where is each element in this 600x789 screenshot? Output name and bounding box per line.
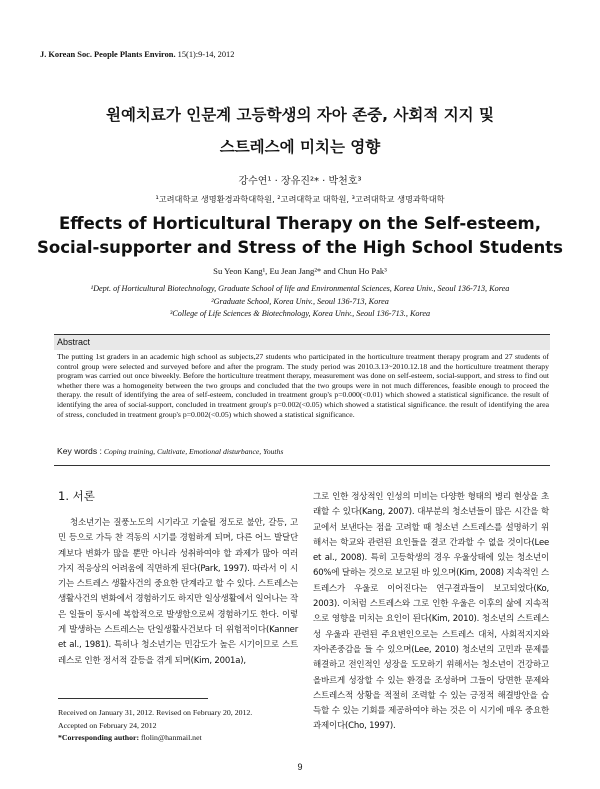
journal-name: J. Korean Soc. People Plants Environ. [40, 50, 176, 59]
korean-authors: 강수연¹ · 장유진²* · 박천호³ [238, 176, 362, 187]
english-authors: Su Yeon Kang¹, Eu Jean Jang²* and Chun Ho Pak³ [213, 266, 387, 276]
keywords-label: Key words : [57, 446, 102, 456]
keywords-values: Coping training, Cultivate, Emotional disturbance, Youths [103, 447, 284, 456]
korean-affiliations: ¹고려대학교 생명환경과학대학원, ²고려대학교 대학원, ³고려대학교 생명과학대학 [155, 194, 445, 204]
body-paragraph-left: 청소년기는 질풍노도의 시기라고 기술될 정도로 불안, 갈등, 고민 등으로 가득 찬 격동의 시기를 경험하게 되며, 다른 어느 발달단계보다 변화가 많을 뿐만 아니라 성취하여야 할 과제가 많아 여러 가지 적응상의 어려움에 직면하게 된다(Park, 1997). 따라서 이 시기는 스트레스 생활사건의 중요한 단계라고 할 수 있다. 스트레스는 생활사건의 변화에서 경험하기도 하지만 일상생활에서 일어나는 작은 일들이 동시에 복합적으로 발생함으로써 경험하기도 한다. 이렇게 발생하는 스트레스는 단일생활사건보다 더 위험적이다(Kanner et al., 1981). 특히나 청소년기는 민감도가 높은 시기이므로 스트레스로 인한 정서적 갈등을 겪게 되며(Kim, 2001a), [58, 518, 298, 666]
english-title-line1: Effects of Horticultural Therapy on the Self-esteem, [58, 214, 541, 233]
journal-issue: 15(1):9-14, 2012 [177, 50, 235, 59]
page-number: 9 [297, 762, 303, 772]
body-column-left [58, 516, 298, 669]
corresponding-author [58, 732, 252, 745]
body-paragraph-right: 그로 인한 정상적인 인성의 미비는 다양한 형태의 병리 현상을 초래할 수 있다(Kang, 2007). 대부분의 청소년들이 많은 시간을 학교에서 보낸다는 점을 고려할 때 청소년 스트레스를 설명하기 위해서는 학교와 관련된 요인들을 결코 간과할 수 없을 것이다(Lee et al., 2008). 특히 고등학생의 경우 우울상태에 있는 청소년이 60%에 달하는 것으로 보고된 바 있으며(Kim, 2008) 지속적인 스트레스가 우울로 이어진다는 연구결과들이 보고되었다(Ko, 2003). 이처럼 스트레스와 그로 인한 우울은 이후의 삶에 지속적으로 영향을 미치는 요인이 된다(Kim, 2010). 청소년의 스트레스성 우울과 관련된 주요변인으로는 스트레스 대처, 사회적지지와 자아존중감을 들 수 있으며(Lee, 2010) 청소년의 고민과 문제를 해결하고 전인적인 성장을 도모하기 위해서는 청소년이 건강하고 올바르게 성장할 수 있는 환경을 조성하며 그들이 당면한 문제와 스트레스적 상황을 적절히 조력할 수 있는 긍정적 해결방안을 습득할 수 있는 기회를 제공하여야 하는 것은 이 시기에 매우 중요한 과제이다(Cho, 1997). [313, 492, 549, 732]
korean-title-line1: 원예치료가 인문계 고등학생의 자아 존중, 사회적 지지 및 [105, 106, 495, 124]
journal-header [40, 50, 234, 59]
received-date: Received on January 31, 2012. Revised on February 20, 2012. [58, 708, 253, 717]
section-heading: 1. 서론 [58, 489, 95, 503]
abstract-heading: Abstract [54, 335, 550, 350]
footnote-divider [58, 698, 208, 699]
corresponding-label: *Corresponding author: [58, 733, 140, 742]
english-title [20, 212, 580, 260]
affiliation-1: ¹Dept. of Horticultural Biotechnology, Graduate School of life and Environmental Sciences, Korea Univ., Seoul 136-713, Korea [90, 284, 510, 293]
english-title-line2: Social-supporter and Stress of the High School Students [37, 238, 563, 257]
affiliation-3: ³College of Life Sciences & Biotechnology, Korea Univ., Seoul 136-713., Korea [169, 309, 431, 318]
footnotes [58, 707, 252, 745]
keywords [57, 446, 283, 456]
english-affiliations [20, 283, 580, 321]
corresponding-email: flolin@hanmail.net [141, 733, 202, 742]
abstract-text: The putting 1st graders in an academic high school as subjects,27 students who participated in the horticulture treatment therapy program and 27 students of control group were selected and surveyed before and after the program. The study period was 2010.3.13~2010.12.18 and the horticulture treatment therapy program was carried out once biweekly. Before the horticulture treatment therapy, measurement was done on self-esteem, social-support, and stress to find out whether there was a homogeneity between the two groups and concluded that the two groups were in not much differences, feasible enough to proceed the therapy. the result of identifying the area of self-esteem, concluded in treatment group's p=0.000(<0.01) which showed a statistical significance. the result of identifying the area of social-support, concluded in treatment group's p=0.002(<0.05) which showed a statistical significance. the result of identifying the area of stress, concluded in treatment group's p=0.002(<0.05) which showed a statistical significance. [57, 352, 549, 419]
korean-title [20, 104, 580, 158]
accepted-date: Accepted on February 24, 2012 [58, 720, 157, 730]
body-column-right [313, 490, 549, 735]
affiliation-2: ²Graduate School, Korea Univ., Seoul 136-713, Korea [211, 296, 389, 306]
korean-title-line2: 스트레스에 미치는 영향 [219, 138, 381, 156]
